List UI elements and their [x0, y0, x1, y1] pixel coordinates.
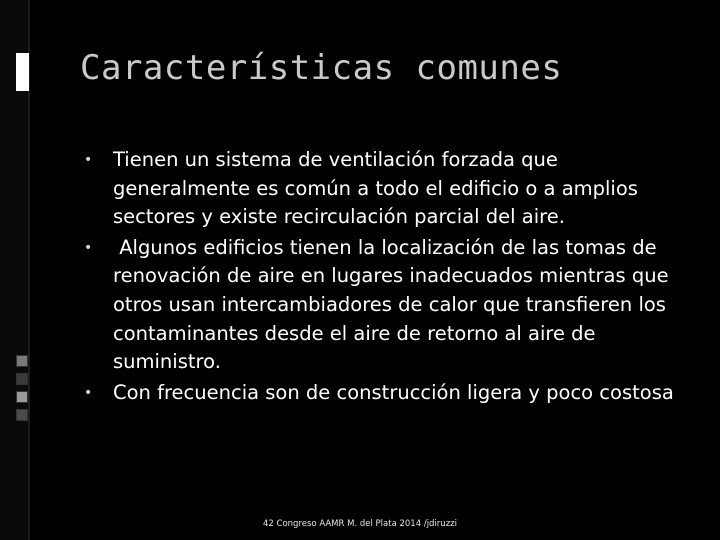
bullet-dot-icon: •	[84, 384, 93, 401]
bullet-text: Algunos edificios tienen la localización de las tomas de renovación de aire en lugares inadecuados mientras que otros usan intercambiadores de calor que transfieren los contaminantes desde el aire de retorno al aire de suministro.	[113, 235, 675, 374]
bullet-dot-icon: •	[84, 152, 93, 168]
slide-title: Características comunes	[80, 48, 563, 88]
decorative-square	[16, 409, 28, 421]
bullet-item	[84, 146, 694, 232]
bullet-list	[84, 146, 694, 409]
bullet-dot-icon: •	[84, 239, 93, 256]
bullet-item	[84, 234, 694, 377]
decorative-square	[16, 355, 28, 367]
bullet-text: Tienen un sistema de ventilación forzada que generalmente es común a todo el edificio o a amplios sectores y existe recirculación parcial del aire.	[113, 148, 638, 229]
bullet-item	[84, 379, 694, 408]
decorative-square	[16, 373, 28, 385]
decorative-square	[16, 391, 28, 403]
slide-footer: 42 Congreso AAMR M. del Plata 2014 /jdiruzzi	[263, 519, 457, 529]
title-accent-block	[16, 53, 29, 91]
decorative-squares	[16, 355, 28, 427]
bullet-text: Con frecuencia son de construcción ligera y poco costosa	[113, 380, 674, 404]
